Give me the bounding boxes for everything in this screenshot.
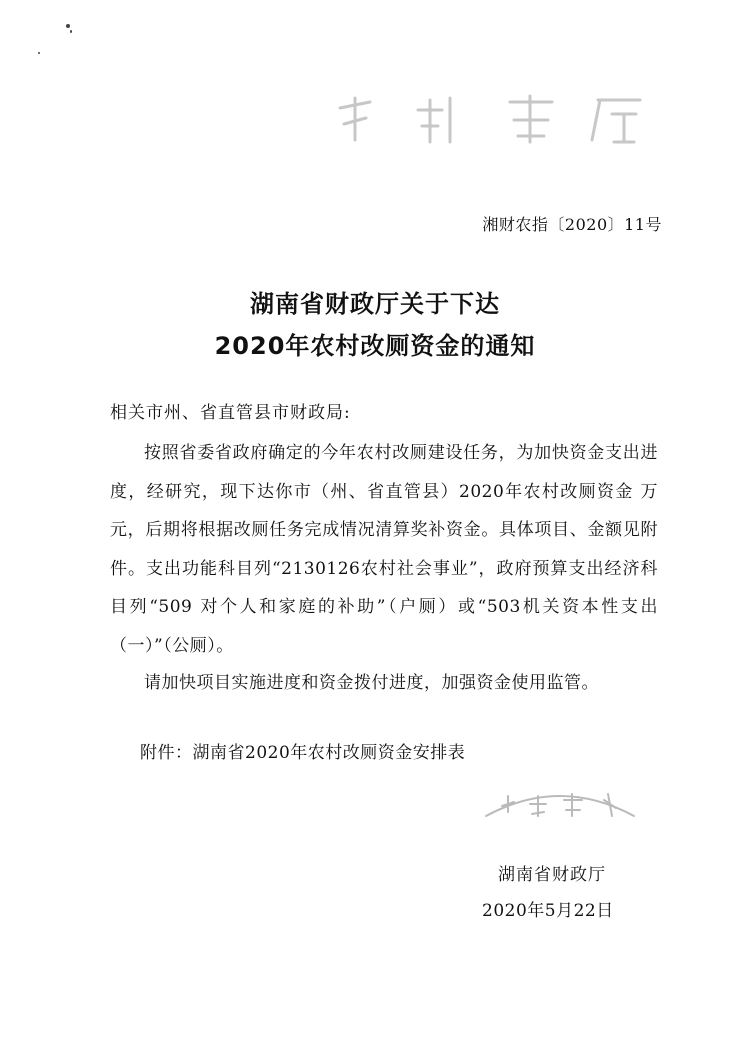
body-paragraph-2: 请加快项目实施进度和资金拨付进度，加强资金使用监管。 — [144, 673, 599, 693]
faded-letterhead-mark — [330, 88, 660, 148]
attachment-line: 附件：湖南省2020年农村改厕资金安排表 — [140, 743, 466, 763]
issuer-name: 湖南省财政厅 — [498, 865, 606, 885]
scan-speck — [38, 52, 40, 54]
body-paragraph-1: 按照省委省政府确定的今年农村改厕建设任务，为加快资金支出进度，经研究，现下达你市（州、省直管县）2020年农村改厕资金 万元，后期将根据改厕任务完成情况清算奖补资金。具体项目、金额见附件。支出功能科目列“2130126农村社会事业”，政府预算支出经济科目列“509 对个人和家庭的补助”（户厕）或“503机关资本性支出（一）”（公厕）。 — [110, 443, 658, 656]
scan-speck — [66, 24, 70, 28]
scan-speck — [70, 30, 72, 33]
issue-date: 2020年5月22日 — [482, 901, 614, 921]
document-number: 湘财农指〔2020〕11号 — [482, 215, 662, 234]
document-title-line-1: 湖南省财政厅关于下达 — [250, 290, 500, 318]
official-seal-stamp — [480, 782, 640, 842]
document-title-line-2: 2020年农村改厕资金的通知 — [214, 332, 536, 360]
salutation: 相关市州、省直管县市财政局: — [110, 403, 351, 423]
